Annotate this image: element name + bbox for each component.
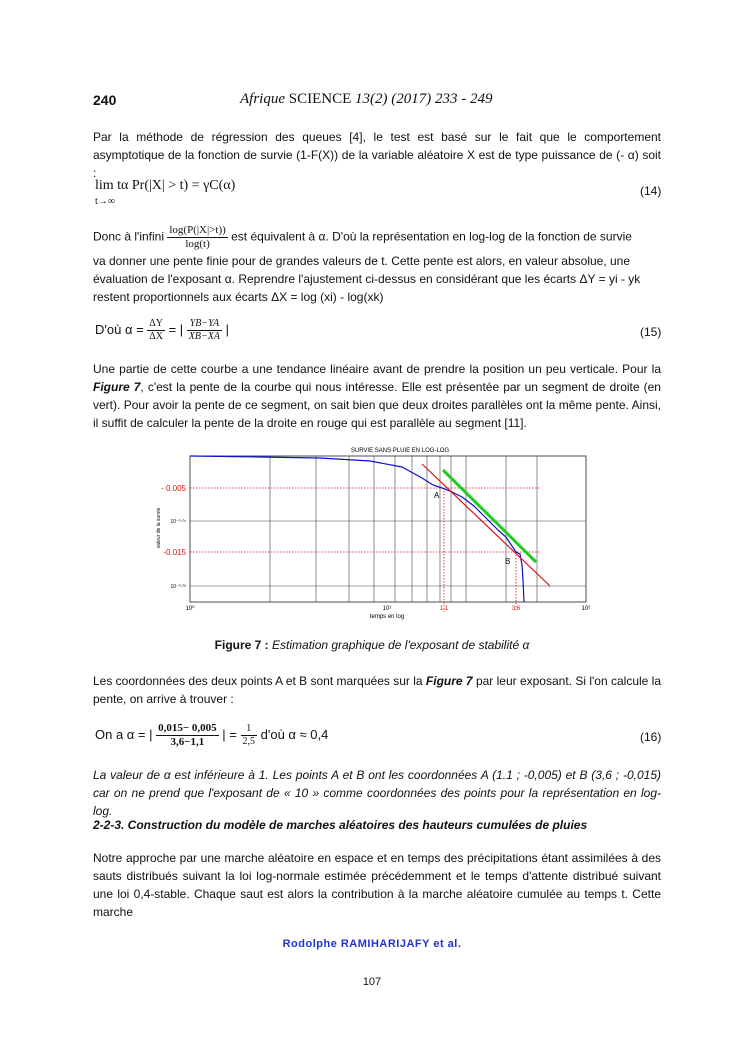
eq15-prefix: D'où α = <box>95 321 144 337</box>
eq15-end: | <box>225 321 229 337</box>
eq16-end: d'où α ≈ 0,4 <box>260 726 329 742</box>
para2-frac-num: log(P(|X|>t)) <box>169 224 226 236</box>
paragraph-infinity-line1 <box>93 224 661 251</box>
eq15-fraction-1 <box>147 318 165 343</box>
para2-start: Donc à l'infini <box>93 229 164 244</box>
equation-14-limit-sub: t→∞ <box>95 196 115 207</box>
para2-frac-den: log(t) <box>185 238 210 250</box>
chart-title: SURVIE SANS PLUIE EN LOG-LOG <box>350 448 450 454</box>
para3-figure-ref: Figure 7 <box>93 380 141 394</box>
caption-label: Figure 7 : <box>214 638 269 652</box>
point-b-label: B <box>505 557 511 566</box>
x-tick-2: 10² <box>581 606 591 612</box>
figure-caption <box>0 638 744 652</box>
eq16-fraction-2 <box>241 723 258 748</box>
eq15-f2-den: XB−XA <box>188 331 220 342</box>
eq16-fraction-1 <box>156 722 219 749</box>
eq16-f1-den: 3,6−1,1 <box>170 736 205 748</box>
point-a-label: A <box>434 491 440 500</box>
survival-curve <box>190 456 524 602</box>
journal-name-science: SCIENCE <box>288 91 352 107</box>
para3-b: , c'est la pente de la courbe qui nous intéresse. Elle est présentée par un segment de droite (en vert). Pour avoir la pente de ce segment, on sait bien que deux droites parallèles ont la même pente. Ainsi, il suffit de calculer la pente de la droite en rouge qui est parallèle au segment [11]. <box>93 380 661 430</box>
journal-reference: 13(2) (2017) 233 - 249 <box>355 91 493 107</box>
x-tick-1: 10¹ <box>382 606 392 612</box>
eq16-f2-den: 2,5 <box>242 736 256 747</box>
x-mark-11: 1.1 <box>439 606 449 612</box>
equation-15-number: (15) <box>640 325 662 339</box>
note-alpha: La valeur de α est inférieure à 1. Les points A et B ont les coordonnées A (1.1 ; -0,005) et B (3,6 ; -0,015) car on ne prend que l'exposant de « 10 » comme coordonnées des points pour la représentation en log-log. <box>93 768 661 818</box>
x-mark-36: 3.6 <box>511 606 521 612</box>
eq15-fraction-2 <box>187 318 222 343</box>
eq16-mid: | = <box>222 726 237 742</box>
footer-author: Rodolphe RAMIHARIJAFY et al. <box>282 938 462 950</box>
para2-end: est équivalent à α. D'où la représentation en log-log de la fonction de survie <box>231 229 632 244</box>
para4-b: par leur exposant. Si l'on calcule la pente, on arrive à trouver : <box>93 674 662 706</box>
y-mark-015: -0.015 <box>163 548 186 557</box>
eq15-f1-num: ΔY <box>149 318 163 329</box>
y-tick-002: 10⁻⁰·⁰² <box>170 584 186 590</box>
equation-16-number: (16) <box>640 730 662 744</box>
para2-fraction <box>167 224 227 251</box>
para3-a: Une partie de cette courbe a une tendance linéaire avant de prendre la position un peu verticale. Pour la <box>93 362 661 376</box>
paragraph-approach: Notre approche par une marche aléatoire en espace et en temps des précipitations étant assimilées à des sauts distribués suivant la loi log-normale estimée précédemment et le temps d'attente distribué suivant une loi 0,4-stable. Chaque saut est alors la contribution à la marche aléatoire cumulée au temps t. Cette marche <box>93 851 661 919</box>
eq15-f1-den: ΔX <box>149 331 163 342</box>
para4-a: Les coordonnées des deux points A et B sont marquées sur la <box>93 674 423 688</box>
equation-16 <box>95 722 328 749</box>
paragraph-infinity-line2: va donner une pente finie pour de grandes valeurs de t. Cette pente est alors, en valeur absolue, une <box>93 254 631 268</box>
y-mark-005: - 0.005 <box>161 484 186 493</box>
eq16-prefix: On a α = | <box>95 726 153 742</box>
page-number: 240 <box>93 92 117 108</box>
x-tick-0: 10⁰ <box>185 606 195 612</box>
eq16-f2-num: 1 <box>241 723 258 736</box>
paragraph-regression: Par la méthode de régression des queues [4], le test est basé sur le fait que le comportement asymptotique de la fonction de survie (1-F(X)) de la variable aléatoire X est de type puissance de (- α) soit : <box>93 130 661 180</box>
green-segment <box>443 470 536 562</box>
eq16-f1-num: 0,015− 0,005 <box>158 722 217 734</box>
y-tick-001: 10⁻⁰·⁰¹ <box>170 519 186 525</box>
eq15-f2-num: YB−YA <box>187 318 222 331</box>
equation-14-number: (14) <box>640 184 662 198</box>
journal-header <box>240 91 493 108</box>
paragraph-infinity-line4: restent proportionnels aux écarts ΔX = log (xi) - log(xk) <box>93 290 384 304</box>
eq15-mid: = | <box>168 321 184 337</box>
journal-name-italic: Afrique <box>240 91 285 107</box>
equation-15 <box>95 318 229 343</box>
caption-text: Estimation graphique de l'exposant de stabilité α <box>272 638 530 652</box>
paragraph-infinity-line3: évaluation de l'exposant α. Reprendre l'ajustement ci-dessus en considérant que les écarts ΔY = yi - yk <box>93 272 641 286</box>
equation-14-body: lim tα Pr(|X| > t) = γC(α) <box>95 178 236 193</box>
paragraph-curve <box>93 360 661 432</box>
plot-frame <box>190 456 586 602</box>
equation-14 <box>95 178 235 194</box>
figure-7-chart <box>140 440 610 630</box>
para4-figure-ref: Figure 7 <box>425 674 473 688</box>
x-axis-label: temps en log <box>369 614 405 620</box>
section-title: 2-2-3. Construction du modèle de marches aléatoires des hauteurs cumulées de pluies <box>93 818 588 832</box>
paragraph-coordinates <box>93 672 661 708</box>
footer-page-number: 107 <box>362 976 382 988</box>
red-fit-line <box>422 464 550 586</box>
red-guides <box>190 488 540 612</box>
y-axis-label: valeur de la survie <box>156 507 162 549</box>
